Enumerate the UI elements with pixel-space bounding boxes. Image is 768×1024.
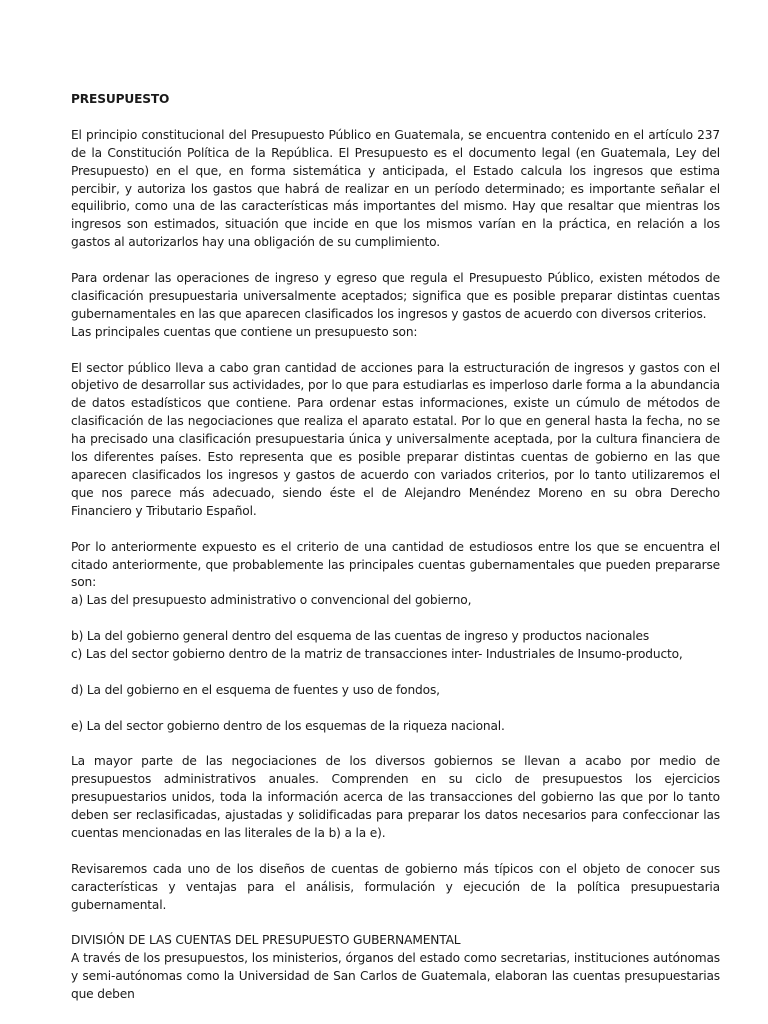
paragraph-group-classification xyxy=(71,270,720,342)
paragraph-criteria: Por lo anteriormente expuesto es el criterio de una cantidad de estudiosos entre los que se encuentra el citado anteriormente, que probablemente las principales cuentas gubernamentales que pueden prepararse son: xyxy=(71,539,720,590)
paragraph-review-designs: Revisaremos cada uno de los diseños de cuentas de gobierno más típicos con el objeto de conocer sus características y ventajas para el análisis, formulación y ejecución de la política presupuestaria gubernamental. xyxy=(71,861,720,912)
section-title-division: DIVISIÓN DE LAS CUENTAS DEL PRESUPUESTO GUBERNAMENTAL xyxy=(71,933,461,948)
paragraph-constitutional-principle: El principio constitucional del Presupuesto Público en Guatemala, se encuentra contenido en el artículo 237 de la Constitución Política de la República. El Presupuesto es el documento legal (en Guatemala, Ley del Presupuesto) en el que, en forma sistemática y anticipada, el Estado calcula los ingresos que estima percibir, y autoriza los gastos que habrá de realizar en un período determinado; es importante señalar el equilibrio, como una de las características más importantes del mismo. Hay que resaltar que mientras los ingresos son estimados, situación que incide en que los mismos varían en la práctica, en relación a los gastos al autorizarlos hay una obligación de su cumplimiento. xyxy=(71,127,720,250)
list-group-b-c xyxy=(71,628,720,664)
list-item-d: d) La del gobierno en el esquema de fuentes y uso de fondos, xyxy=(71,682,440,697)
document-title: PRESUPUESTO xyxy=(71,92,170,106)
paragraph-public-sector: El sector público lleva a cabo gran cantidad de acciones para la estructuración de ingresos y gastos con el objetivo de desarrollar sus actividades, por lo que para estudiarlas es imperloso darle forma a la abundancia de datos estadísticos que contiene. Para ordenar estas informaciones, existe un cúmulo de métodos de clasificación de las negociaciones que realiza el aparato estatal. Por lo que en general hasta la fecha, no se ha precisado una clasificación presupuestaria única y universalmente aceptada, por la cultura financiera de los diferentes países. Esto representa que es posible preparar distintas cuentas de gobierno en las que aparecen clasificados los ingresos y gastos de acuerdo con variados criterios, por lo tanto utilizaremos el que nos parece más adecuado, siendo éste el de Alejandro Menéndez Moreno en su obra Derecho Financiero y Tributario Español. xyxy=(71,360,720,518)
paragraph-ministries: A través de los presupuestos, los ministerios, órganos del estado como secretarias, instituciones autónomas y semi-autónomas como la Universidad de San Carlos de Guatemala, elaboran las cuentas presupuestarias que deben xyxy=(71,951,720,1002)
paragraph-classification-methods: Para ordenar las operaciones de ingreso y egreso que regula el Presupuesto Público, existen métodos de clasificación presupuestaria universalmente aceptados; significa que es posible preparar distintas cuentas gubernamentales en las que aparecen clasificados los ingresos y gastos de acuerdo con diversos criterios. xyxy=(71,271,720,321)
paragraph-principal-accounts: Las principales cuentas que contiene un presupuesto son: xyxy=(71,324,418,339)
list-item-a: a) Las del presupuesto administrativo o convencional del gobierno, xyxy=(71,593,472,608)
list-item-e: e) La del sector gobierno dentro de los esquemas de la riqueza nacional. xyxy=(71,718,505,733)
document-page xyxy=(71,91,720,1022)
paragraph-administrative-budgets: La mayor parte de las negociaciones de los diversos gobiernos se llevan a acabo por medio de presupuestos administrativos anuales. Comprenden en su ciclo de presupuestos los ejercicios presupuestarios unidos, toda la información acerca de las transacciones del gobierno las que por lo tanto deben ser reclasificadas, ajustadas y solidificadas para preparar los datos necesarios para confeccionar las cuentas mencionadas en las literales de la b) a la e). xyxy=(71,754,720,841)
list-item-c: c) Las del sector gobierno dentro de la matriz de transacciones inter- Industriales de Insumo-producto, xyxy=(71,647,683,662)
list-item-b: b) La del gobierno general dentro del esquema de las cuentas de ingreso y productos nacionales xyxy=(71,629,650,644)
paragraph-group-criteria xyxy=(71,539,720,611)
section-division xyxy=(71,932,720,1004)
